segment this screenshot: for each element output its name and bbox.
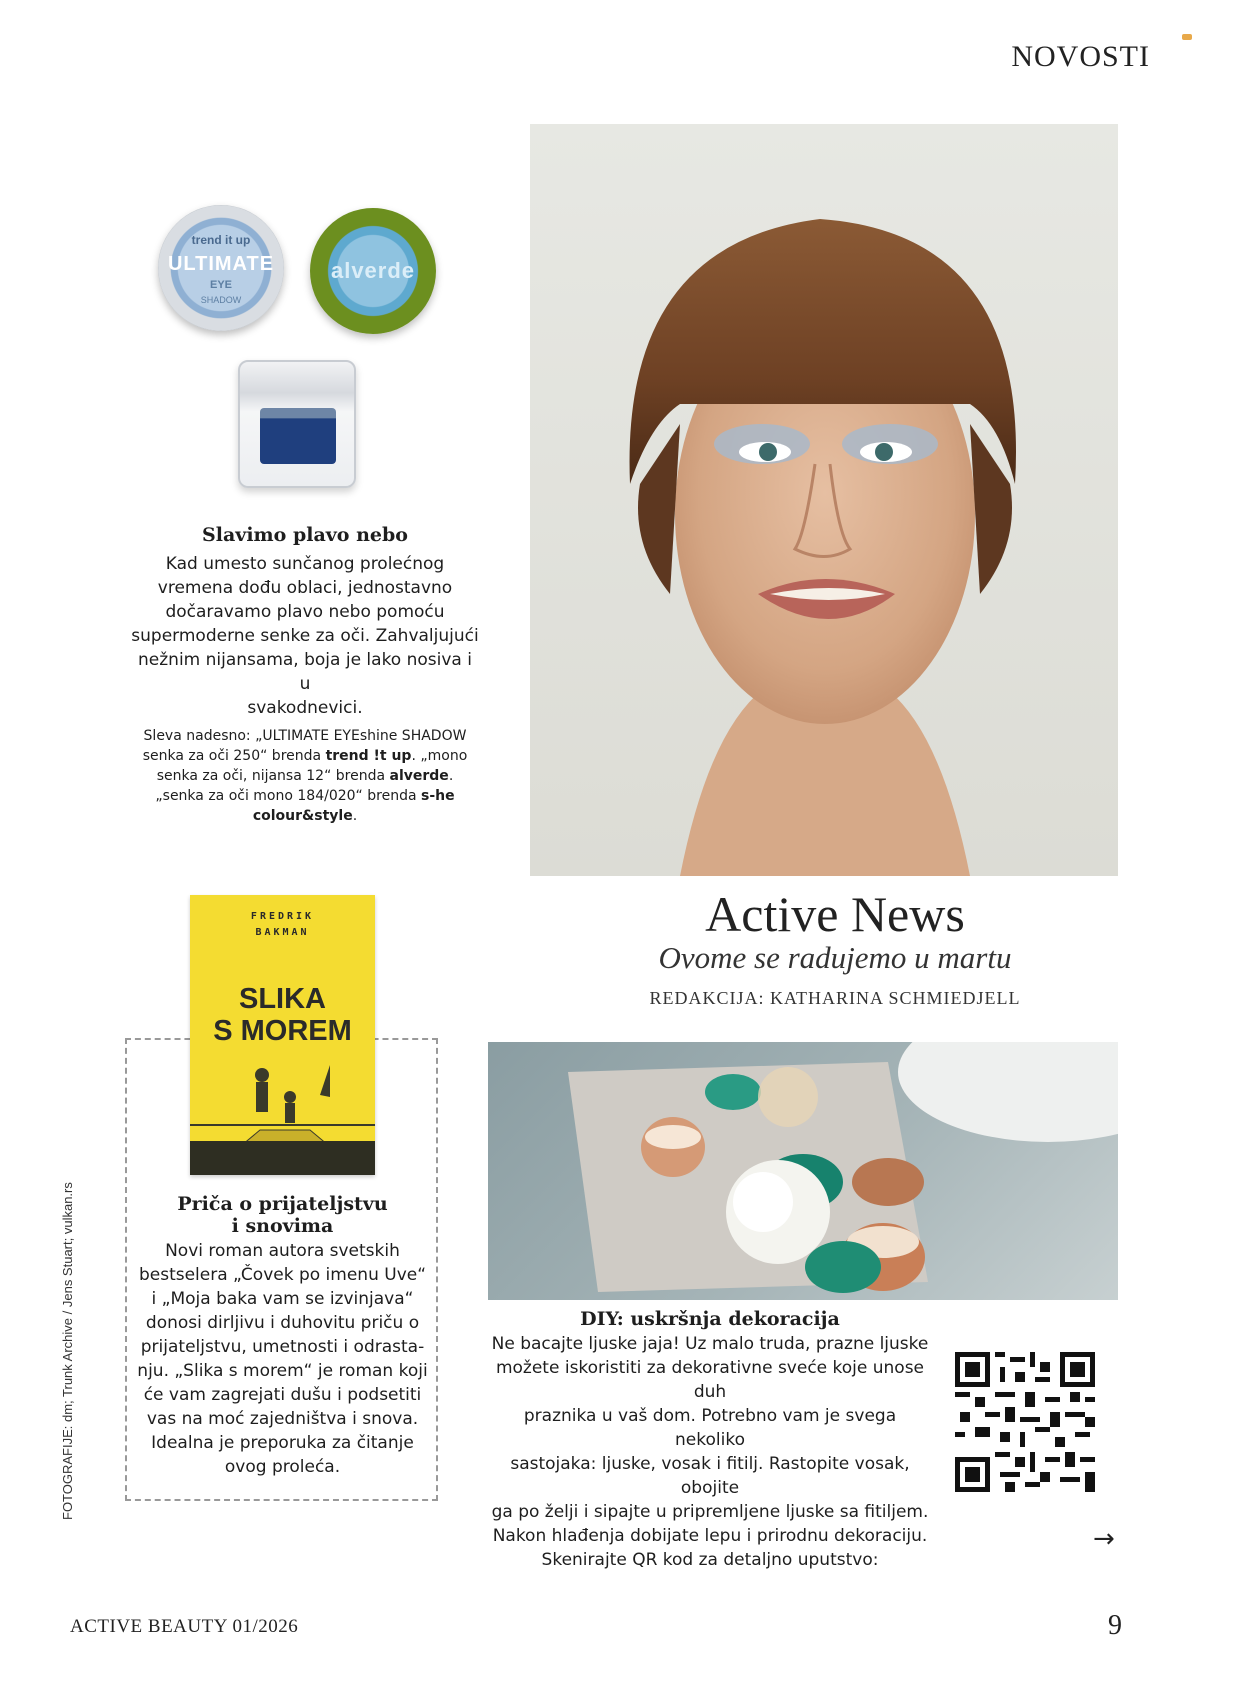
body-line: Ne bacajte ljuske jaja! Uz malo truda, prazne ljuske	[491, 1334, 929, 1354]
product-brand-label: trend it up	[191, 233, 251, 247]
product-name-label: ULTIMATE	[167, 253, 275, 275]
article-body	[130, 552, 480, 720]
caption-line: „senka za oči mono 184/020“ brenda s-he	[155, 788, 455, 804]
product-eyeshadow-s-he	[238, 360, 356, 488]
book-title: S MOREM	[213, 1015, 352, 1047]
corner-mark	[1182, 34, 1192, 40]
article-body	[135, 1239, 430, 1479]
product-caption	[130, 726, 480, 826]
book-author: FREDRIK	[250, 911, 315, 922]
body-line: Novi roman autora svetskih	[165, 1241, 400, 1261]
book-illustration	[190, 1035, 375, 1155]
body-line: supermoderne senke za oči. Zahvaljujući	[131, 626, 479, 646]
body-line: i „Moja baka vam se izvinjava“	[151, 1289, 414, 1309]
body-line: Skenirajte QR kod za detaljno uputstvo:	[541, 1550, 879, 1570]
eyeshadow-pan	[260, 408, 336, 464]
portrait-photo	[530, 124, 1118, 876]
body-line: vas na moć zajedništva i snova.	[146, 1409, 419, 1429]
headline-subtitle: Ovome se radujemo u martu	[658, 940, 1012, 975]
body-line: Nakon hlađenja dobijate lepu i prirodnu dekoraciju.	[492, 1526, 928, 1546]
body-line: Idealna je preporuka za čitanje	[151, 1433, 414, 1453]
book-cover	[190, 895, 375, 1175]
body-line: svakodnevici.	[247, 698, 363, 718]
body-line: dočaravamo plavo nebo pomoću	[165, 602, 445, 622]
article-title: DIY: uskršnja dekoracija	[580, 1308, 840, 1330]
body-line: sastojaka: ljuske, vosak i fitilj. Rastopite vosak, obojite	[510, 1454, 910, 1498]
caption-line: Sleva nadesno: „ULTIMATE EYEshine SHADOW	[143, 728, 467, 744]
section-label: NOVOSTI	[1011, 40, 1150, 73]
product-sub-label: EYE	[209, 279, 232, 291]
body-line: nju. „Slika s morem“ je roman koji	[137, 1361, 428, 1381]
body-line: praznika u vaš dom. Potrebno vam je svega nekoliko	[523, 1406, 897, 1450]
article-title: Priča o prijateljstvu	[177, 1193, 388, 1215]
article-book	[135, 1193, 430, 1479]
issue-label: ACTIVE BEAUTY 01/2026	[70, 1616, 299, 1637]
headline-title: Active News	[705, 886, 965, 942]
body-line: prijateljstvu, umetnosti i odrasta-	[140, 1337, 425, 1357]
caption-line: senka za oči, nijansa 12“ brenda alverde.	[156, 768, 454, 784]
product-eyeshadow-alverde	[310, 208, 436, 334]
caption-line: colour&style.	[252, 808, 358, 824]
product-sub-label-2: SHADOW	[200, 295, 242, 305]
article-eyeshadow	[130, 524, 480, 826]
book-title: SLIKA	[239, 983, 326, 1015]
portrait-illustration	[530, 124, 1118, 876]
book-band	[190, 1141, 375, 1175]
qr-code[interactable]	[955, 1352, 1095, 1492]
editorial-credit: REDAKCIJA: KATHARINA SCHMIEDJELL	[649, 988, 1021, 1008]
caption-line: senka za oči 250“ brenda trend !t up. „mono	[142, 748, 468, 764]
article-diy	[490, 1308, 930, 1572]
article-title: Slavimo plavo nebo	[202, 524, 408, 546]
body-line: ovog proleća.	[224, 1457, 341, 1477]
body-line: donosi dirljivu i duhovitu priču o	[145, 1313, 420, 1333]
article-body	[490, 1332, 930, 1572]
article-title: i snovima	[231, 1215, 334, 1237]
page-number: 9	[1108, 1610, 1122, 1641]
photo-credit: FOTOGRAFIJE: dm; Trunk Archive / Jens Stuart; vulkan.rs	[60, 1182, 75, 1520]
body-line: nežnim nijansama, boja je lako nosiva i u	[138, 650, 472, 694]
next-arrow-icon: →	[1093, 1524, 1115, 1554]
body-line: vremena dođu oblaci, jednostavno	[157, 578, 453, 598]
body-line: možete iskoristiti za dekorativne sveće koje unose duh	[495, 1358, 925, 1402]
product-brand-label: alverde	[330, 258, 416, 283]
product-eyeshadow-trend-it-up	[158, 205, 284, 331]
body-line: Kad umesto sunčanog prolećnog	[165, 554, 445, 574]
easter-decoration-photo	[488, 1042, 1118, 1300]
body-line: bestselera „Čovek po imenu Uve“	[138, 1265, 427, 1285]
book-author: BAKMAN	[255, 927, 310, 938]
body-line: će vam zagrejati dušu i podsetiti	[143, 1385, 422, 1405]
easter-illustration	[488, 1042, 1118, 1300]
qr-code-icon	[955, 1352, 1095, 1492]
body-line: ga po želji i sipajte u pripremljene ljuske sa fitiljem.	[491, 1502, 929, 1522]
